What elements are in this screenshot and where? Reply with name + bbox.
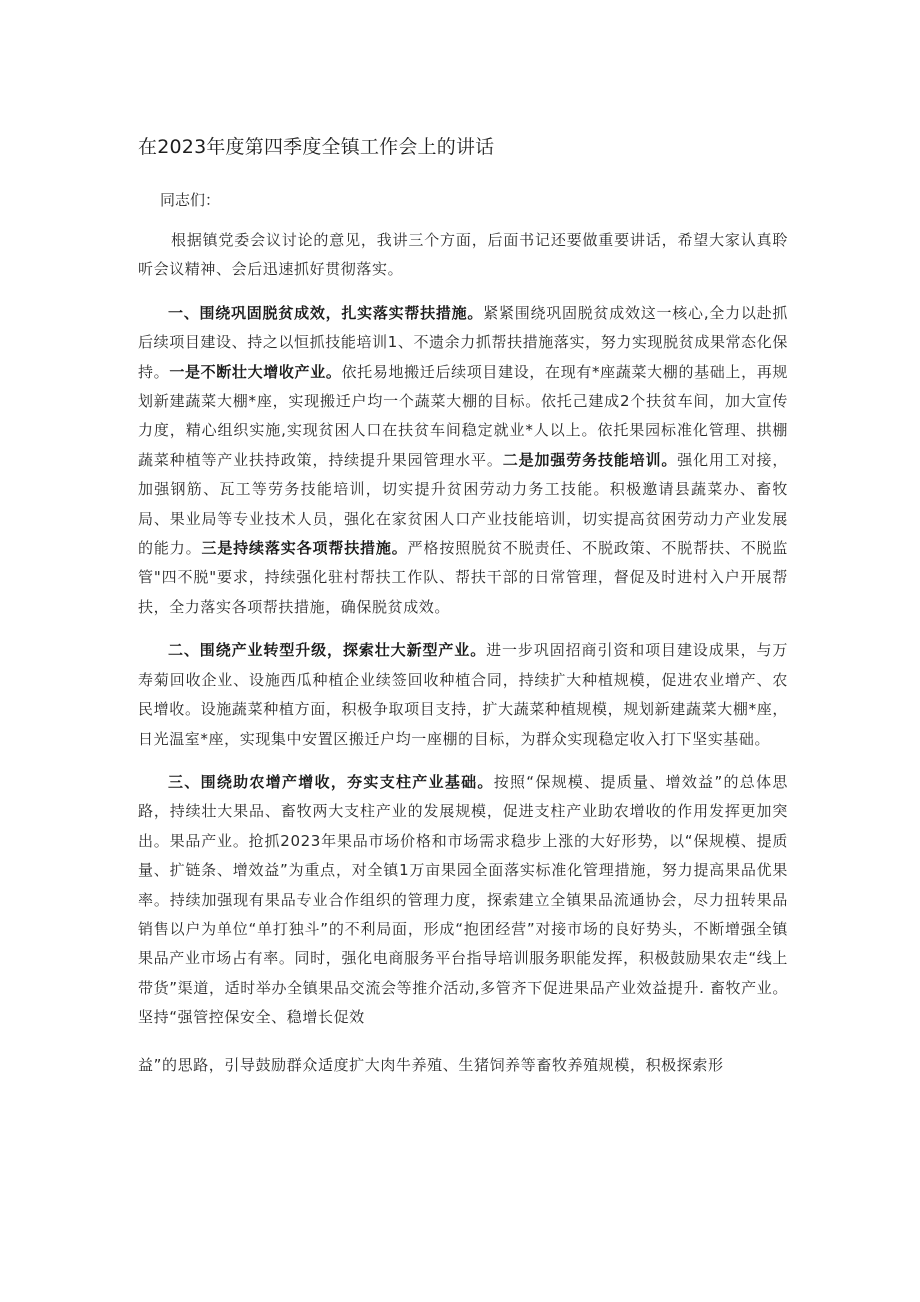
section-3-heading: 三、围绕助农增产增收，夯实支柱产业基础。 [168, 772, 494, 791]
section-1-text-d: 严格按照脱贫不脱责任、不脱政策、不脱帮扶、不脱监管"四不脱"要求，持续强化驻村帮扶工作队、帮扶干部的日常管理，督促及时进村入户开展帮扶，全力落实各项帮扶措施，确保脱贫成效。 [138, 539, 789, 616]
document-title: 在2023年度第四季度全镇工作会上的讲话 [138, 136, 495, 158]
section-1-paragraph [138, 299, 788, 622]
greeting: 同志们： [160, 191, 221, 209]
intro-paragraph: 根据镇党委会议讨论的意见，我讲三个方面，后面书记还要做重要讲话，希望大家认真聆听会议精神、会后迅速抓好贯彻落实。 [138, 231, 788, 279]
section-2-text: 进一步巩固招商引资和项目建设成果，与万寿菊回收企业、设施西瓜种植企业续签回收种植合同，持续扩大种植规模，促进农业增产、农民增收。设施蔬菜种植方面，积极争取项目支持，扩大蔬菜种植规模，规划新建蔬菜大棚*座，日光温室*座，实现集中安置区搬迁户均一座棚的目标，为群众实现稳定收入打下坚实基础。 [138, 641, 788, 748]
section-1-heading: 一、围绕巩固脱贫成效，扎实落实帮扶措施。 [168, 303, 484, 322]
section-2-heading: 二、围绕产业转型升级，探索壮大新型产业。 [168, 641, 487, 660]
section-3-paragraph [138, 768, 788, 1033]
section-3-text: 按照“保规模、提质量、增效益”的总体思路，持续壮大果品、畜牧两大支柱产业的发展规模，促进支柱产业助农增收的作用发挥更加突出。果品产业。抢抓2023年果品市场价格和市场需求稳步上涨的大好形势，以“保规模、提质量、扩链条、增效益”为重点，对全镇1万亩果园全面落实标准化管理措施，努力提高果品优果率。持续加强现有果品专业合作组织的管理力度，探索建立全镇果品流通协会，尽力扭转果品销售以户为单位“单打独斗”的不利局面，形成“抱团经营”对接市场的良好势头，不断增强全镇果品产业市场占有率。同时，强化电商服务平台指导培训服务职能发挥，积极鼓励果农走“线上带货”渠道，适时举办全镇果品交流会等推介活动,多管齐下促进果品产业效益提升. 畜牧产业。坚持“强管控保安全、稳增长促效 [138, 772, 788, 1027]
section-3-continuation: 益”的思路，引导鼓励群众适度扩大肉牛养殖、生猪饲养等畜牧养殖规模，积极探索形 [138, 1055, 724, 1074]
section-2-paragraph [138, 636, 788, 754]
document-body [138, 226, 788, 1094]
section-1-text-c: 强化用工对接，加强钢筋、瓦工等劳务技能培训，切实提升贫困劳动力务工技能。积极邀请县蔬菜办、畜牧局、果业局等专业技术人员，强化在家贫困人口产业技能培训，切实提高贫困劳动力产业发展的能力。 [138, 450, 789, 558]
section-1-text: 紧紧围绕巩固脱贫成效这一核心,全力以赴抓后续项目建设、持之以恒抓技能培训1、不遗余力抓帮扶措施落实，努力实现脱贫成果常态化保持。 [138, 303, 788, 381]
section-1-sub-1: 一是不断壮大增收产业。 [169, 362, 342, 381]
section-1-sub-3: 三是持续落实各项帮扶措施。 [201, 539, 408, 558]
section-1-sub-2: 二是加强劳务技能培训。 [502, 450, 678, 469]
section-1-text-b: 依托易地搬迁后续项目建设，在现有*座蔬菜大棚的基础上，再规划新建蔬菜大棚*座，实现搬迁户均一个蔬菜大棚的目标。依托己建成2个扶贫车间，加大宣传力度，精心组织实施,实现贫困人口在扶贫车间稳定就业*人以上。依托果园标准化管理、拱棚蔬菜种植等产业扶持政策，持续提升果园管理水平。 [138, 362, 788, 469]
